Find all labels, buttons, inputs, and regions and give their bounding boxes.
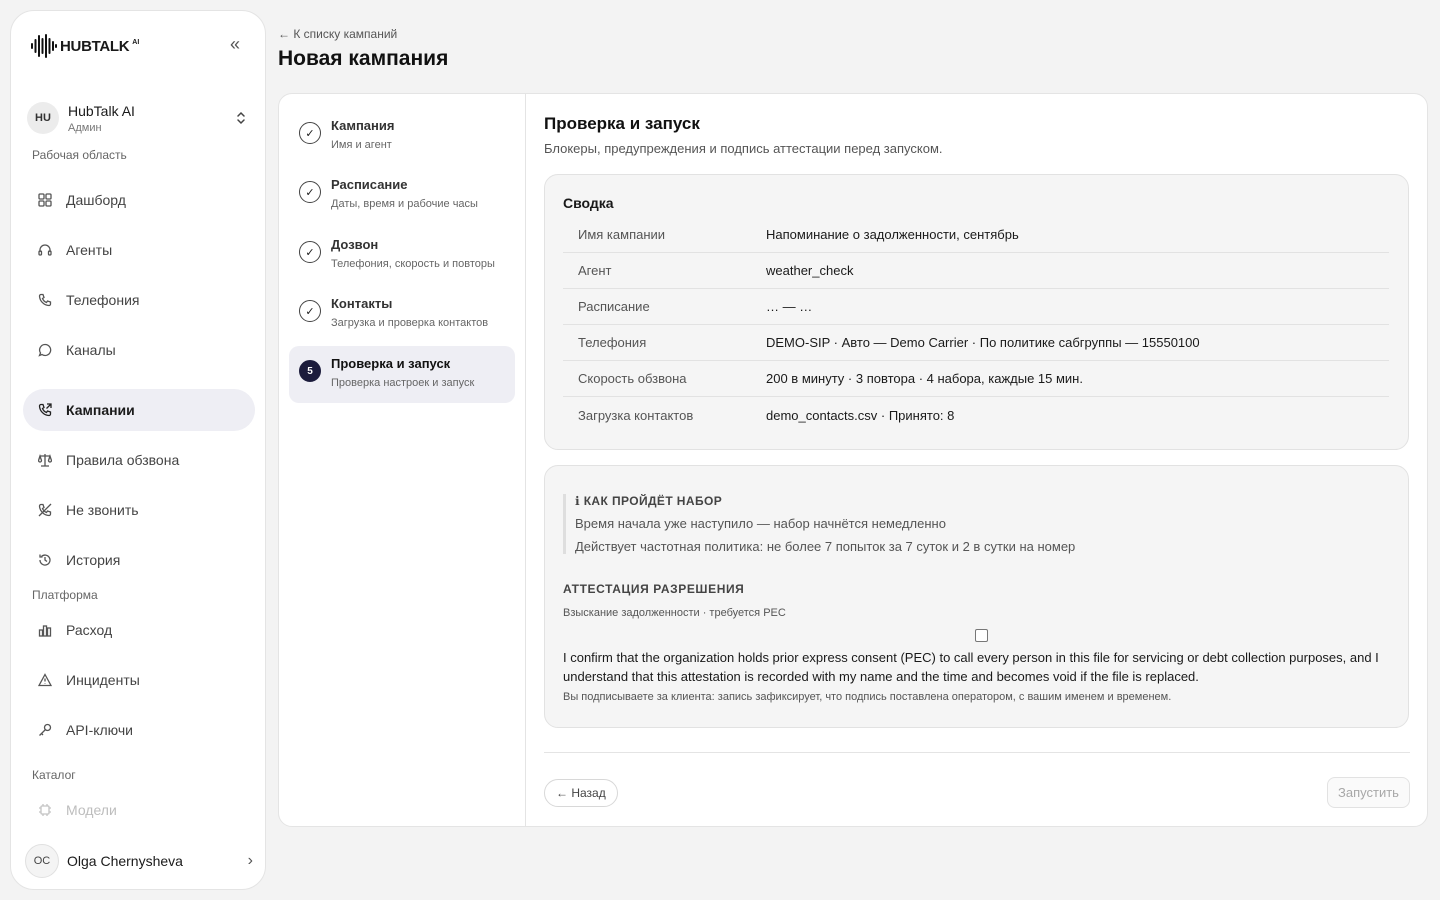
step-title: Расписание <box>331 177 408 192</box>
summary-row <box>563 289 1389 325</box>
nav-item-dial-rules[interactable] <box>23 439 255 481</box>
collapse-sidebar-button[interactable] <box>224 33 246 55</box>
nav-item-campaigns[interactable] <box>23 389 255 431</box>
summary-value: Напоминание о задолженности, сентябрь <box>766 227 1019 242</box>
phone-off-icon <box>37 502 53 518</box>
nav-label: Каналы <box>66 342 116 358</box>
summary-row <box>563 325 1389 361</box>
section-label-catalog: Каталог <box>32 768 76 782</box>
user-avatar: OC <box>25 844 59 878</box>
check-icon: ✓ <box>299 181 321 203</box>
summary-value: 200 в минуту · 3 повтора · 4 набора, каждые 15 мин. <box>766 371 1083 386</box>
org-name: HubTalk AI <box>68 102 135 119</box>
attestation-tag: Взыскание задолженности · требуется PEC <box>563 607 786 619</box>
org-switcher[interactable] <box>27 93 249 143</box>
scale-icon <box>37 452 53 468</box>
nav-item-history[interactable] <box>23 539 255 581</box>
nav-label: Кампании <box>66 402 135 418</box>
summary-key: Скорость обзвона <box>578 371 687 386</box>
dashboard-icon <box>37 192 53 208</box>
step-review-launch[interactable] <box>289 346 515 403</box>
step-title: Контакты <box>331 296 393 311</box>
bar-chart-icon <box>37 622 53 638</box>
step-number: 5 <box>299 360 321 382</box>
user-name: Olga Chernysheva <box>67 853 183 869</box>
nav-label: Расход <box>66 622 113 638</box>
summary-value: weather_check <box>766 263 854 278</box>
back-button[interactable]: ← Назад <box>544 779 618 807</box>
warning-icon <box>37 672 53 688</box>
attestation-text: I confirm that the organization holds prior express consent (PEC) to call every person in this file for servicing or debt collection purposes, and I understand that this attestation is recorded with my name and the time and becomes void if the file is replaced. <box>563 650 1379 684</box>
summary-key: Загрузка контактов <box>578 407 694 423</box>
nav-label: История <box>66 552 121 568</box>
back-to-campaigns-link[interactable]: ← К списку кампаний <box>278 27 398 41</box>
check-icon: ✓ <box>299 241 321 263</box>
nav-label: Модели <box>66 802 117 818</box>
summary-title: Сводка <box>563 195 614 211</box>
summary-value: demo_contacts.csv · Принято: 8 <box>766 407 955 423</box>
step-subtitle: Телефония, скорость и повторы <box>331 258 495 270</box>
nav-label: API-ключи <box>66 722 133 738</box>
brand-name: HUBTALK <box>60 37 130 55</box>
wizard-steps <box>279 94 526 826</box>
summary-row <box>563 217 1389 253</box>
attestation-title: АТТЕСТАЦИЯ РАЗРЕШЕНИЯ <box>563 582 745 596</box>
nav-item-dashboard[interactable] <box>23 179 255 221</box>
step-campaign[interactable] <box>289 108 515 165</box>
user-menu[interactable] <box>25 843 253 879</box>
attestation-checkbox[interactable] <box>975 629 988 642</box>
check-icon: ✓ <box>299 300 321 322</box>
nav-item-do-not-call[interactable] <box>23 489 255 531</box>
chat-icon <box>37 342 53 358</box>
dial-info-title: ℹ КАК ПРОЙДЁТ НАБОР <box>575 494 723 508</box>
attestation-panel <box>544 465 1409 728</box>
section-label-workspace: Рабочая область <box>32 148 127 162</box>
summary-key: Агент <box>578 263 612 278</box>
attestation-footnote: Вы подписываете за клиента: запись зафиксирует, что подпись поставлена оператором, с вашим именем и временем. <box>563 691 1172 703</box>
step-title: Дозвон <box>331 237 379 252</box>
step-title: Проверка и запуск <box>331 356 451 371</box>
wizard-card <box>278 93 1428 827</box>
divider <box>544 752 1410 753</box>
check-icon: ✓ <box>299 122 321 144</box>
brand-badge: AI <box>132 38 140 46</box>
page-title: Новая кампания <box>278 47 449 70</box>
nav-label: Правила обзвона <box>66 452 180 468</box>
nav-item-channels[interactable] <box>23 329 255 371</box>
dial-info-note <box>563 494 1075 554</box>
step-subtitle: Имя и агент <box>331 139 392 151</box>
summary-row <box>563 397 1389 433</box>
nav-label: Агенты <box>66 242 113 258</box>
review-content <box>544 94 1411 826</box>
section-label-platform: Платформа <box>32 588 98 602</box>
summary-row <box>563 253 1389 289</box>
summary-value: … — … <box>766 299 813 314</box>
section-subtitle: Блокеры, предупреждения и подпись аттестации перед запуском. <box>544 141 943 156</box>
dial-info-line: Время начала уже наступило — набор начнётся немедленно <box>575 516 946 531</box>
history-icon <box>37 552 53 568</box>
summary-key: Имя кампании <box>578 227 666 242</box>
nav-item-incidents[interactable] <box>23 659 255 701</box>
summary-value: DEMO-SIP · Авто — Demo Carrier · По политике сабгруппы — 15550100 <box>766 335 1200 350</box>
step-subtitle: Даты, время и рабочие часы <box>331 198 478 210</box>
step-subtitle: Загрузка и проверка контактов <box>331 317 489 329</box>
agents-icon <box>37 242 53 258</box>
nav-label: Не звонить <box>66 502 139 518</box>
phone-icon <box>37 292 53 308</box>
nav-item-models[interactable] <box>23 789 255 831</box>
phone-outgoing-icon <box>37 402 53 418</box>
nav-item-usage[interactable] <box>23 609 255 651</box>
nav-item-telephony[interactable] <box>23 279 255 321</box>
summary-row <box>563 361 1389 397</box>
logo[interactable] <box>31 33 139 59</box>
section-title: Проверка и запуск <box>544 114 700 133</box>
double-chevron-left-icon: « <box>229 33 240 54</box>
org-role: Админ <box>68 121 102 134</box>
org-avatar: HU <box>27 102 59 134</box>
chevron-right-icon: › <box>247 852 253 869</box>
soundwave-logo-icon <box>31 34 57 58</box>
summary-panel <box>544 174 1409 450</box>
step-title: Кампания <box>331 118 395 133</box>
nav-item-api-keys[interactable] <box>23 709 255 751</box>
step-subtitle: Проверка настроек и запуск <box>331 377 475 389</box>
nav-label: Телефония <box>66 292 140 308</box>
nav-label: Инциденты <box>66 672 140 688</box>
step-contacts[interactable] <box>289 286 515 343</box>
sidebar <box>10 10 266 890</box>
step-dialing[interactable] <box>289 227 515 284</box>
key-icon <box>37 722 53 738</box>
step-schedule[interactable] <box>289 167 515 224</box>
chip-icon <box>37 802 53 818</box>
summary-key: Расписание <box>578 299 650 314</box>
launch-button[interactable]: Запустить <box>1327 777 1410 808</box>
summary-key: Телефония <box>578 335 647 350</box>
nav-item-agents[interactable] <box>23 229 255 271</box>
chevron-up-down-icon <box>233 108 249 128</box>
nav-label: Дашборд <box>66 192 126 208</box>
dial-info-line: Действует частотная политика: не более 7 попыток за 7 суток и 2 в сутки на номер <box>575 539 1076 554</box>
